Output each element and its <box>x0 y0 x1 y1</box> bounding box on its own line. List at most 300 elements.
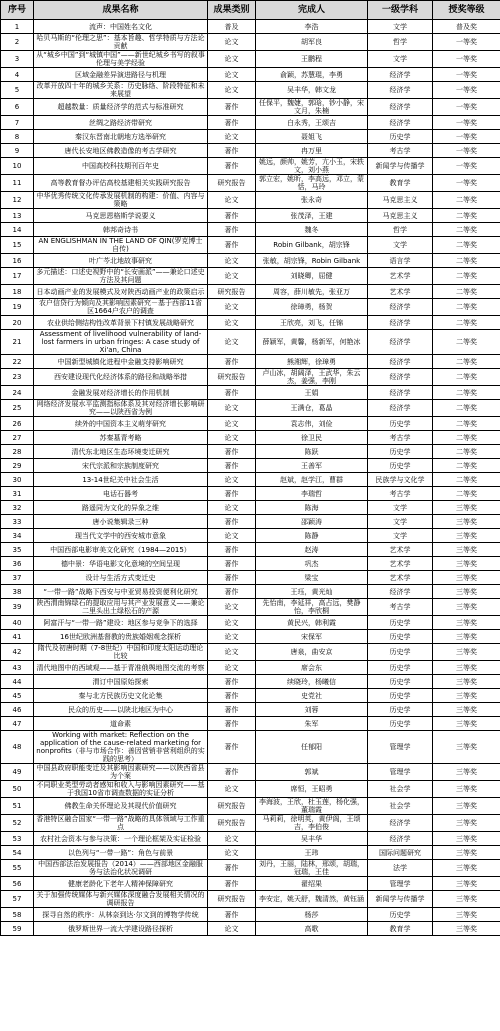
cell-type: 著作 <box>208 877 256 891</box>
cell-type: 普及 <box>208 20 256 34</box>
cell-type: 研究报告 <box>208 815 256 832</box>
table-row <box>1 717 500 731</box>
cell-discipline: 新闻学与传播学 <box>368 158 433 175</box>
cell-discipline: 考古学 <box>368 144 433 158</box>
cell-title: 香港特区融合国家“一带一路”战略的具体领域与工作重点 <box>34 815 208 832</box>
table-row <box>1 908 500 922</box>
cell-no: 14 <box>1 223 34 237</box>
cell-type: 著作 <box>208 223 256 237</box>
cell-level: 三等奖 <box>433 515 500 529</box>
cell-discipline: 民族学与文化学 <box>368 473 433 487</box>
cell-discipline: 历史学 <box>368 130 433 144</box>
cell-no: 16 <box>1 254 34 268</box>
cell-level: 一等奖 <box>433 158 500 175</box>
table-row <box>1 798 500 815</box>
cell-level: 二等奖 <box>433 209 500 223</box>
table-row <box>1 316 500 330</box>
cell-discipline: 历史学 <box>368 644 433 661</box>
cell-no: 37 <box>1 571 34 585</box>
header-level: 授奖等级 <box>433 1 500 20</box>
table-row <box>1 400 500 417</box>
table-row <box>1 82 500 99</box>
cell-no: 45 <box>1 689 34 703</box>
cell-type: 论文 <box>208 316 256 330</box>
cell-discipline: 教育学 <box>368 922 433 936</box>
cell-person: 马莉莉，徐明英，黄伊阁，王颂吉，李伯俊 <box>256 815 368 832</box>
cell-level: 三等奖 <box>433 922 500 936</box>
cell-person: 张茂泽，王建 <box>256 209 368 223</box>
cell-person: 陈静 <box>256 529 368 543</box>
cell-discipline: 历史学 <box>368 630 433 644</box>
cell-discipline: 经济学 <box>368 330 433 355</box>
cell-type: 论文 <box>208 431 256 445</box>
cell-discipline: 经济学 <box>368 299 433 316</box>
cell-discipline: 文学 <box>368 515 433 529</box>
cell-level: 三等奖 <box>433 877 500 891</box>
cell-no: 21 <box>1 330 34 355</box>
cell-type: 著作 <box>208 557 256 571</box>
cell-level: 三等奖 <box>433 644 500 661</box>
cell-type: 著作 <box>208 116 256 130</box>
cell-type: 论文 <box>208 644 256 661</box>
cell-person: 任保平，魏婕，郭晗，钞小静，宋文月，朱楠 <box>256 99 368 116</box>
table-row <box>1 386 500 400</box>
cell-title: 宋代宗派和宗族制度研究 <box>34 459 208 473</box>
cell-type: 论文 <box>208 82 256 99</box>
cell-type: 论文 <box>208 268 256 285</box>
cell-type: 论文 <box>208 922 256 936</box>
table-row <box>1 585 500 599</box>
cell-title: 健康老龄化下老年人精神保障研究 <box>34 877 208 891</box>
cell-title: 秦汉东晋南北朝地方选举研究 <box>34 130 208 144</box>
cell-person: 邵颖涛 <box>256 515 368 529</box>
cell-level: 三等奖 <box>433 798 500 815</box>
cell-type: 著作 <box>208 237 256 254</box>
cell-level: 二等奖 <box>433 417 500 431</box>
cell-type: 论文 <box>208 599 256 616</box>
table-row <box>1 445 500 459</box>
cell-person: 王善军 <box>256 459 368 473</box>
cell-level: 三等奖 <box>433 846 500 860</box>
cell-type: 著作 <box>208 860 256 877</box>
cell-level: 二等奖 <box>433 355 500 369</box>
cell-no: 57 <box>1 891 34 908</box>
cell-discipline: 历史学 <box>368 703 433 717</box>
table-row <box>1 330 500 355</box>
cell-level: 一等奖 <box>433 116 500 130</box>
table-row <box>1 20 500 34</box>
table-row <box>1 223 500 237</box>
cell-person: 翟绍果 <box>256 877 368 891</box>
cell-no: 29 <box>1 459 34 473</box>
cell-no: 30 <box>1 473 34 487</box>
cell-level: 二等奖 <box>433 330 500 355</box>
cell-no: 36 <box>1 557 34 571</box>
cell-type: 著作 <box>208 209 256 223</box>
cell-type: 论文 <box>208 473 256 487</box>
cell-level: 三等奖 <box>433 501 500 515</box>
cell-title: 中国西部电影审美文化研究（1984—2015） <box>34 543 208 557</box>
cell-discipline: 考古学 <box>368 599 433 616</box>
cell-title: 哈贝马斯的“伦理之思”：基本旨趣、哲学特质与方法论贡献 <box>34 34 208 51</box>
cell-title: 渭订中国原始探索 <box>34 675 208 689</box>
cell-type: 著作 <box>208 487 256 501</box>
cell-no: 47 <box>1 717 34 731</box>
cell-type: 著作 <box>208 585 256 599</box>
cell-title: 高等教育督办评估高校基建相关实践研究报告 <box>34 175 208 192</box>
cell-type: 著作 <box>208 355 256 369</box>
cell-title: 超越数量：质量经济学的范式与标准研究 <box>34 99 208 116</box>
cell-title: 以色列与“一带一路”：角色与前景 <box>34 846 208 860</box>
table-row <box>1 630 500 644</box>
cell-title: 设计与生活方式变迁史 <box>34 571 208 585</box>
table-row <box>1 68 500 82</box>
cell-discipline: 新闻学与传播学 <box>368 891 433 908</box>
cell-discipline: 历史学 <box>368 908 433 922</box>
cell-title: 唐代长安地区佛教造像的考古学研究 <box>34 144 208 158</box>
cell-discipline: 经济学 <box>368 99 433 116</box>
cell-title: 16世纪欧洲基督教的贵族婚姻观念探析 <box>34 630 208 644</box>
table-row <box>1 268 500 285</box>
cell-person: 吴丰华 <box>256 832 368 846</box>
cell-no: 28 <box>1 445 34 459</box>
cell-title: 农村社会资本与参与决策：一个理论框架及实证检验 <box>34 832 208 846</box>
cell-person: 李海波，王欣，杜玉莲，杨化强，董瑞霞 <box>256 798 368 815</box>
cell-level: 一等奖 <box>433 175 500 192</box>
table-row <box>1 891 500 908</box>
cell-person: 卢山冰，胡阔泽，王武华，朱云杰，姜强，李刚 <box>256 369 368 386</box>
cell-person: 魏冬 <box>256 223 368 237</box>
cell-no: 32 <box>1 501 34 515</box>
cell-type: 论文 <box>208 501 256 515</box>
cell-level: 三等奖 <box>433 599 500 616</box>
table-row <box>1 175 500 192</box>
cell-no: 20 <box>1 316 34 330</box>
cell-type: 论文 <box>208 832 256 846</box>
cell-type: 著作 <box>208 731 256 764</box>
cell-no: 22 <box>1 355 34 369</box>
cell-discipline: 经济学 <box>368 585 433 599</box>
cell-discipline: 考古学 <box>368 431 433 445</box>
cell-discipline: 艺术学 <box>368 571 433 585</box>
cell-level: 二等奖 <box>433 369 500 386</box>
cell-person: 史党社 <box>256 689 368 703</box>
cell-level: 二等奖 <box>433 386 500 400</box>
cell-discipline: 哲学 <box>368 34 433 51</box>
cell-title: 路遥同为文化的异象之维 <box>34 501 208 515</box>
cell-title: 流声：中国姓名文化 <box>34 20 208 34</box>
cell-level: 三等奖 <box>433 571 500 585</box>
cell-no: 15 <box>1 237 34 254</box>
cell-person: 黄民兴，韩利霞 <box>256 616 368 630</box>
cell-person: 朱军 <box>256 717 368 731</box>
cell-level: 三等奖 <box>433 557 500 571</box>
cell-no: 39 <box>1 599 34 616</box>
cell-person: 王玮 <box>256 846 368 860</box>
cell-type: 论文 <box>208 616 256 630</box>
cell-title: 农业供给侧结构性改革背景下村镇发展战略研究 <box>34 316 208 330</box>
cell-level: 二等奖 <box>433 473 500 487</box>
cell-type: 研究报告 <box>208 285 256 299</box>
table-row <box>1 781 500 798</box>
cell-no: 4 <box>1 68 34 82</box>
header-row <box>1 1 500 20</box>
cell-type: 著作 <box>208 459 256 473</box>
cell-level: 三等奖 <box>433 764 500 781</box>
table-row <box>1 846 500 860</box>
cell-level: 三等奖 <box>433 731 500 764</box>
cell-discipline: 历史学 <box>368 445 433 459</box>
cell-level: 三等奖 <box>433 689 500 703</box>
cell-no: 11 <box>1 175 34 192</box>
cell-type: 论文 <box>208 34 256 51</box>
cell-title: 金融发展对经济增长的作用机制 <box>34 386 208 400</box>
cell-no: 9 <box>1 144 34 158</box>
cell-title: 电话石器考 <box>34 487 208 501</box>
cell-type: 论文 <box>208 661 256 675</box>
cell-title: 佛教生命关怀理论及其现代价值研究 <box>34 798 208 815</box>
cell-no: 54 <box>1 846 34 860</box>
cell-discipline: 经济学 <box>368 832 433 846</box>
table-row <box>1 34 500 51</box>
cell-discipline: 文学 <box>368 20 433 34</box>
cell-level: 三等奖 <box>433 703 500 717</box>
cell-person: 聂姐飞 <box>256 130 368 144</box>
cell-discipline: 历史学 <box>368 675 433 689</box>
cell-person: 王欣亮，刘飞，任锦 <box>256 316 368 330</box>
cell-title: 韩邦奇诗书 <box>34 223 208 237</box>
cell-type: 著作 <box>208 908 256 922</box>
table-row <box>1 285 500 299</box>
cell-type: 著作 <box>208 689 256 703</box>
cell-discipline: 文学 <box>368 237 433 254</box>
cell-type: 研究报告 <box>208 891 256 908</box>
cell-no: 17 <box>1 268 34 285</box>
cell-no: 3 <box>1 51 34 68</box>
cell-discipline: 马克思主义 <box>368 209 433 223</box>
cell-person: 高歌 <box>256 922 368 936</box>
cell-no: 34 <box>1 529 34 543</box>
table-row <box>1 675 500 689</box>
cell-person: 席会东 <box>256 661 368 675</box>
cell-discipline: 哲学 <box>368 223 433 237</box>
cell-person: 张永奇 <box>256 192 368 209</box>
table-row <box>1 529 500 543</box>
cell-level: 一等奖 <box>433 82 500 99</box>
cell-level: 三等奖 <box>433 675 500 689</box>
cell-discipline: 艺术学 <box>368 268 433 285</box>
cell-title: 西安建设现代化经济体系的路径和战略举措 <box>34 369 208 386</box>
table-row <box>1 731 500 764</box>
cell-type: 论文 <box>208 417 256 431</box>
table-row <box>1 661 500 675</box>
cell-discipline: 历史学 <box>368 689 433 703</box>
table-row <box>1 501 500 515</box>
cell-type: 著作 <box>208 703 256 717</box>
cell-discipline: 文学 <box>368 529 433 543</box>
cell-no: 50 <box>1 781 34 798</box>
cell-person: 席恒，王昭勇 <box>256 781 368 798</box>
cell-level: 二等奖 <box>433 459 500 473</box>
cell-person: 李浩 <box>256 20 368 34</box>
table-row <box>1 299 500 316</box>
cell-title: 改革开放四十年的城乡关系：历史脉络、阶段特征和未来展望 <box>34 82 208 99</box>
table-row <box>1 922 500 936</box>
cell-person: 王鹏程 <box>256 51 368 68</box>
cell-person: 薛颖军，黄馨，杨新军，何艳冰 <box>256 330 368 355</box>
cell-no: 25 <box>1 400 34 417</box>
cell-level: 二等奖 <box>433 192 500 209</box>
cell-title: 丝绸之路经济带研究 <box>34 116 208 130</box>
cell-no: 12 <box>1 192 34 209</box>
cell-title: 中国县政府职能变迁及其影响因素研究——以陕西省县为个案 <box>34 764 208 781</box>
table-row <box>1 815 500 832</box>
cell-level: 三等奖 <box>433 781 500 798</box>
cell-no: 2 <box>1 34 34 51</box>
cell-discipline: 经济学 <box>368 400 433 417</box>
header-person: 完成人 <box>256 1 368 20</box>
cell-title: “一带一路”战略下西安与中亚贸易投资便利化研究 <box>34 585 208 599</box>
cell-type: 论文 <box>208 400 256 417</box>
cell-person: 王珏，黄光灿 <box>256 585 368 599</box>
cell-title: 俄罗斯世界一流大学建设路径探析 <box>34 922 208 936</box>
cell-discipline: 马克思主义 <box>368 192 433 209</box>
cell-level: 三等奖 <box>433 585 500 599</box>
cell-no: 40 <box>1 616 34 630</box>
cell-person: 赵斌，赵学江，曹群 <box>256 473 368 487</box>
cell-title: 秦与北方民族历史文化论集 <box>34 689 208 703</box>
cell-title: 民众的历史——以陕北地区为中心 <box>34 703 208 717</box>
cell-no: 13 <box>1 209 34 223</box>
cell-type: 研究报告 <box>208 369 256 386</box>
cell-title: 日本动画产业的发展模式及对陕西动画产业的政策启示 <box>34 285 208 299</box>
cell-title: 探寻自然的秩序：从林奈到达·尔文到的博物学传统 <box>34 908 208 922</box>
cell-person: 王满仓，葛晶 <box>256 400 368 417</box>
cell-type: 著作 <box>208 571 256 585</box>
table-row <box>1 487 500 501</box>
table-row <box>1 431 500 445</box>
cell-no: 33 <box>1 515 34 529</box>
cell-type: 论文 <box>208 330 256 355</box>
cell-type: 著作 <box>208 675 256 689</box>
cell-title: 中国高校科技期刊百年史 <box>34 158 208 175</box>
cell-no: 18 <box>1 285 34 299</box>
cell-discipline: 考古学 <box>368 487 433 501</box>
cell-level: 普及奖 <box>433 20 500 34</box>
cell-discipline: 艺术学 <box>368 557 433 571</box>
cell-title: 续外的中国资本主义萌芽研究 <box>34 417 208 431</box>
cell-title: 陕西渭南锦绿石的提取应用与其产业发展意义——兼论二里头出土绿松石的产源 <box>34 599 208 616</box>
cell-level: 三等奖 <box>433 543 500 557</box>
table-row <box>1 254 500 268</box>
cell-person: 唐泉，曲安京 <box>256 644 368 661</box>
cell-level: 三等奖 <box>433 630 500 644</box>
cell-title: AN ENGLISHMAN IN THE LAND OF QIN(罗克博士自传) <box>34 237 208 254</box>
cell-level: 三等奖 <box>433 661 500 675</box>
cell-discipline: 管理学 <box>368 764 433 781</box>
cell-title: 马克思恩格斯学说要义 <box>34 209 208 223</box>
cell-type: 著作 <box>208 445 256 459</box>
cell-title: 中国西部法治发展报告（2014）——西部地区金融服务与法治化状况调研 <box>34 860 208 877</box>
cell-discipline: 经济学 <box>368 82 433 99</box>
table-row <box>1 689 500 703</box>
cell-type: 论文 <box>208 529 256 543</box>
cell-type: 研究报告 <box>208 175 256 192</box>
cell-no: 10 <box>1 158 34 175</box>
cell-title: 关于加强传统媒体与新兴媒体深度融合发展相关情况的调研报告 <box>34 891 208 908</box>
cell-person: 先怡南，李延祥，高占远，樊静怡，李欣桐 <box>256 599 368 616</box>
cell-person: 任郁阳 <box>256 731 368 764</box>
table-row <box>1 369 500 386</box>
header-title: 成果名称 <box>34 1 208 20</box>
cell-no: 1 <box>1 20 34 34</box>
cell-level: 二等奖 <box>433 316 500 330</box>
cell-type: 论文 <box>208 130 256 144</box>
cell-person: 胡军良 <box>256 34 368 51</box>
cell-person: 徐卫民 <box>256 431 368 445</box>
table-row <box>1 764 500 781</box>
cell-discipline: 经济学 <box>368 815 433 832</box>
cell-person: 吴丰华，韩文龙 <box>256 82 368 99</box>
cell-no: 51 <box>1 798 34 815</box>
header-no: 序号 <box>1 1 34 20</box>
cell-person: 刘丹，王丽，陆林，邢颂，胡瑞，冠瑞，王佳 <box>256 860 368 877</box>
cell-type: 著作 <box>208 717 256 731</box>
cell-no: 8 <box>1 130 34 144</box>
cell-level: 二等奖 <box>433 431 500 445</box>
cell-type: 论文 <box>208 192 256 209</box>
cell-person: 刘蓉 <box>256 703 368 717</box>
cell-no: 5 <box>1 82 34 99</box>
table-row <box>1 515 500 529</box>
cell-no: 27 <box>1 431 34 445</box>
cell-level: 三等奖 <box>433 832 500 846</box>
cell-type: 论文 <box>208 781 256 798</box>
cell-title: 多元描述：口述史视野中的“长安画派”——兼论口述史方法及其问题 <box>34 268 208 285</box>
cell-no: 42 <box>1 644 34 661</box>
cell-no: 56 <box>1 877 34 891</box>
cell-discipline: 艺术学 <box>368 543 433 557</box>
cell-title: 唐小说集辑录三种 <box>34 515 208 529</box>
cell-discipline: 历史学 <box>368 717 433 731</box>
cell-person: 巩杰 <box>256 557 368 571</box>
table-row <box>1 355 500 369</box>
cell-title: Working with market: Reflection on the application of the cause-related marketing for nonprofits（非与市场合作：善因营销非营利组织的实践的思考） <box>34 731 208 764</box>
cell-type: 著作 <box>208 515 256 529</box>
cell-person: 陈海 <box>256 501 368 515</box>
cell-title: 网络经济发展水平监测指标体系及其对经济增长影响研究——以陕西省为例 <box>34 400 208 417</box>
cell-level: 一等奖 <box>433 144 500 158</box>
cell-person: 袁志伟，刘俭 <box>256 417 368 431</box>
table-row <box>1 644 500 661</box>
cell-type: 研究报告 <box>208 798 256 815</box>
cell-type: 著作 <box>208 99 256 116</box>
cell-level: 二等奖 <box>433 268 500 285</box>
cell-discipline: 经济学 <box>368 316 433 330</box>
cell-no: 41 <box>1 630 34 644</box>
cell-discipline: 国际问题研究 <box>368 846 433 860</box>
cell-discipline: 艺术学 <box>368 285 433 299</box>
table-row <box>1 237 500 254</box>
table-row <box>1 459 500 473</box>
cell-level: 三等奖 <box>433 860 500 877</box>
cell-no: 7 <box>1 116 34 130</box>
table-row <box>1 209 500 223</box>
cell-no: 58 <box>1 908 34 922</box>
cell-discipline: 经济学 <box>368 68 433 82</box>
header-discipline: 一级学科 <box>368 1 433 20</box>
cell-person: 杨莎 <box>256 908 368 922</box>
